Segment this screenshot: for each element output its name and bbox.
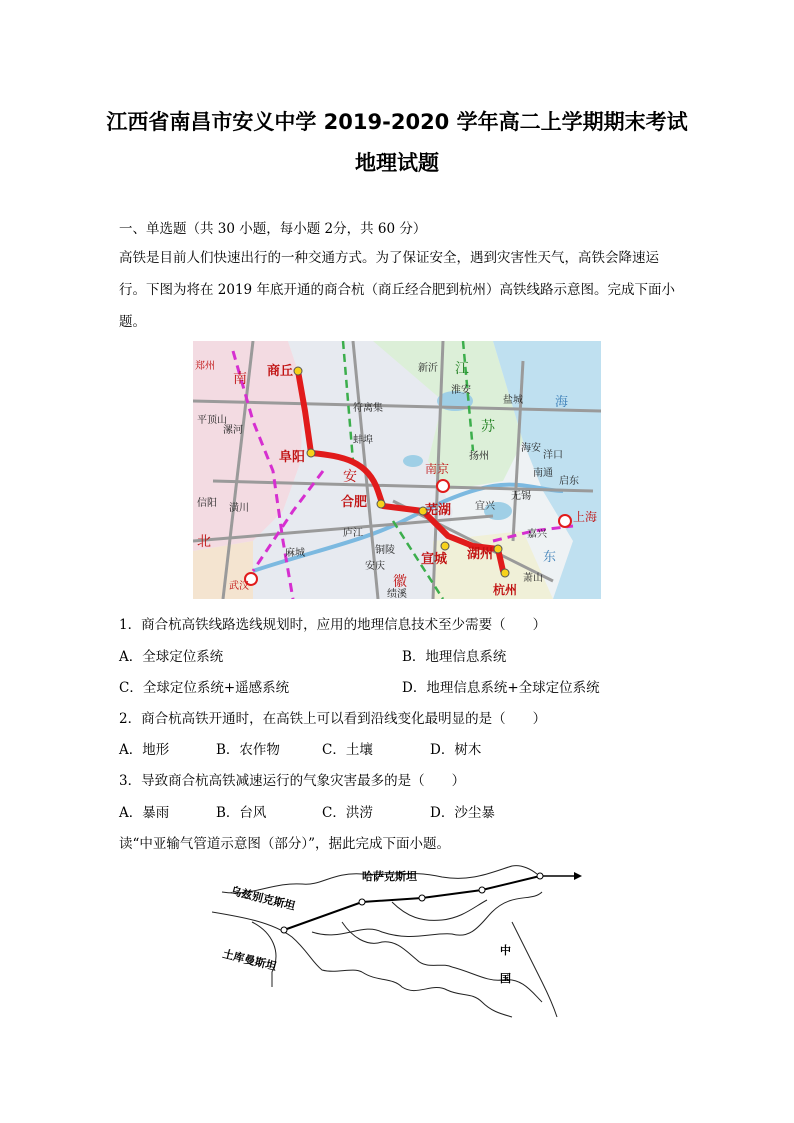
label-zhong: 中 (500, 944, 511, 957)
paper-title-line1: 江西省南昌市安义中学 2019-2020 学年高二上学期期末考试 (106, 110, 688, 134)
label-hui: 徽 (393, 574, 407, 590)
question-2-option-c[interactable]: C．土壤 (322, 742, 373, 758)
label-yixing: 宜兴 (475, 501, 495, 512)
label-nantong: 南通 (533, 468, 553, 479)
label-guo: 国 (500, 972, 511, 985)
question-2-option-b[interactable]: B．农作物 (216, 742, 280, 758)
label-bengbu: 蚌埠 (353, 435, 373, 446)
label-fuliji: 符离集 (353, 403, 383, 414)
label-dong: 东 (543, 550, 557, 565)
label-qidong: 启东 (559, 476, 579, 487)
label-jiang: 江 (455, 361, 469, 377)
section-heading: 一、单选题（共 30 小题，每小题 2分，共 60 分） (119, 221, 427, 237)
label-huangchuan: 潢川 (229, 503, 249, 514)
label-xiaoshan: 萧山 (523, 573, 543, 584)
label-haian: 海安 (521, 443, 541, 454)
label-fuyang: 阜阳 (279, 450, 306, 465)
question-1-option-b[interactable]: B．地理信息系统 (402, 649, 507, 665)
question-1-option-d[interactable]: D．地理信息系统+全球定位系统 (402, 680, 600, 696)
question-2-stem: 2．商合杭高铁开通时，在高铁上可以看到沿线变化最明显的是（ ） (119, 711, 547, 727)
intro-paragraph-2: 读“中亚输气管道示意图（部分）”，据此完成下面小题。 (119, 836, 451, 852)
question-3-option-a[interactable]: A．暴雨 (119, 805, 170, 821)
label-lujiang: 庐江 (343, 528, 363, 539)
label-jiaxing: 嘉兴 (527, 529, 547, 540)
label-shangqiu: 商丘 (267, 364, 294, 379)
label-luohe: 漯河 (223, 425, 243, 436)
label-hangzhou: 杭州 (493, 583, 518, 597)
question-3-option-c[interactable]: C．洪涝 (322, 805, 373, 821)
question-3-option-b[interactable]: B．台风 (216, 805, 267, 821)
paper-title-line2: 地理试题 (355, 151, 439, 175)
label-xinyang: 信阳 (197, 498, 217, 509)
label-nanjing: 南京 (425, 462, 450, 476)
label-tongling: 铜陵 (375, 545, 395, 556)
label-turkmenistan: 土库曼斯坦 (221, 947, 278, 974)
label-wuhan: 武汉 (229, 581, 249, 592)
label-kazakhstan: 哈萨克斯坦 (362, 870, 417, 883)
label-jingxi: 绩溪 (387, 589, 407, 599)
label-yangkou: 洋口 (543, 450, 563, 461)
label-huaian: 淮安 (451, 385, 471, 396)
question-1-option-a[interactable]: A．全球定位系统 (119, 649, 224, 665)
label-hai: 海 (555, 395, 569, 410)
label-hefei: 合肥 (341, 495, 368, 510)
label-wuxi: 无锡 (511, 491, 531, 502)
label-bei: 北 (197, 534, 211, 550)
label-shanghai: 上海 (573, 510, 598, 524)
label-xinyi: 新沂 (418, 363, 438, 374)
label-an: 安 (343, 469, 357, 485)
label-nan: 南 (233, 371, 247, 387)
label-yangzhou: 扬州 (469, 451, 489, 462)
intro-paragraph-1: 高铁是目前人们快速出行的一种交通方式。为了保证安全，遇到灾害性天气，高铁会降速运行。下图为将在 2019 年底开通的商合杭（商丘经合肥到杭州）高铁线路示意图。完成下面小题。 (119, 250, 675, 330)
label-su: 苏 (481, 419, 495, 435)
label-zhengzhou: 郑州 (195, 361, 215, 372)
question-2-option-a[interactable]: A．地形 (119, 742, 170, 758)
gas-pipeline-map (212, 862, 582, 1022)
label-anqing: 安庆 (365, 561, 385, 572)
question-1-stem: 1．商合杭高铁线路选线规划时，应用的地理信息技术至少需要（ ） (119, 617, 547, 633)
label-macheng: 麻城 (285, 548, 305, 559)
question-2-option-d[interactable]: D．树木 (430, 742, 482, 758)
rail-route-map (193, 341, 601, 599)
question-1-option-c[interactable]: C．全球定位系统+遥感系统 (119, 680, 290, 696)
label-xuancheng: 宣城 (421, 552, 448, 567)
label-uzbekistan: 乌兹别克斯坦 (229, 884, 297, 913)
label-huzhou: 湖州 (467, 547, 494, 562)
question-3-stem: 3．导致商合杭高铁减速运行的气象灾害最多的是（ ） (119, 773, 466, 789)
label-wuhu: 芜湖 (425, 503, 452, 518)
label-yancheng: 盐城 (503, 395, 523, 406)
question-3-option-d[interactable]: D．沙尘暴 (430, 805, 495, 821)
label-pingdingshan: 平顶山 (197, 415, 227, 426)
